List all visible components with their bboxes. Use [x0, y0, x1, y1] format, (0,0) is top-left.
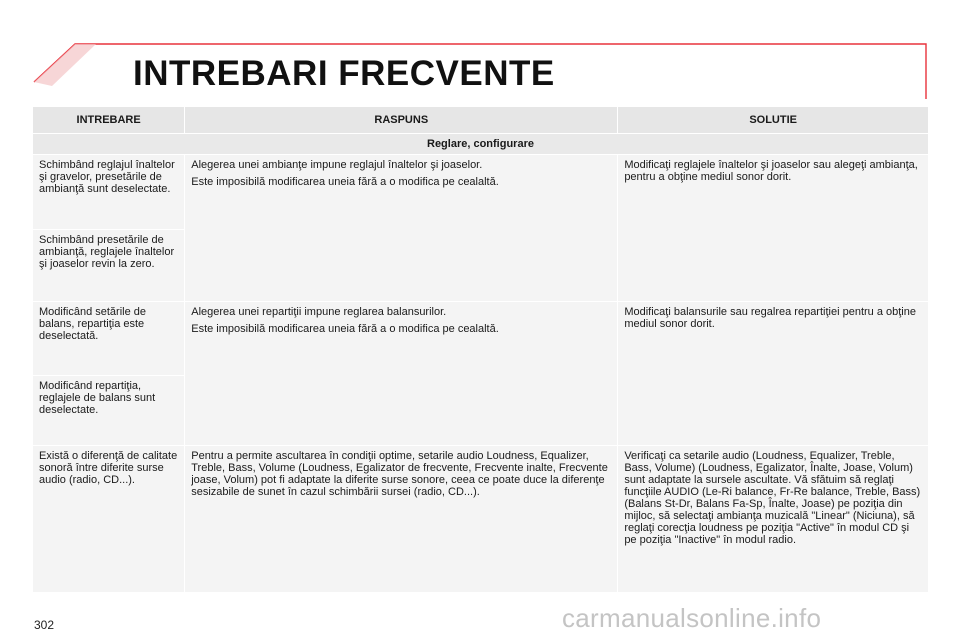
table-row — [33, 155, 929, 230]
solution-cell: Verificaţi ca setarile audio (Loudness, Equalizer, Treble, Bass, Volume) (Loudness, Egalizator, Înalte, Joase, Volum) sunt adaptate la sursele ascultate. Vă sfătuim să reglaţi funcţiile AUDIO (Le-Ri balance, Fr-Re balance, Treble, Bass) (Balans St-Dr, Balans Fa-Sp, Înalte, Joase) pe poziţia din mijloc, să selectaţi ambianţa muzicală "Linear" (Niciuna), să reglaţi corecţia loudness pe poziţia "Active" în modul CD şi pe poziţia "Inactive" în modul radio. — [618, 446, 929, 593]
solution-cell: Modificaţi reglajele înaltelor şi joaselor sau alegeţi ambianţa, pentru a obţine mediul sonor dorit. — [618, 155, 929, 302]
answer-text: Este imposibilă modificarea uneia fără a o modifica pe cealaltă. — [191, 176, 499, 188]
faq-table-container — [32, 106, 929, 593]
faq-table — [32, 106, 929, 593]
section-row — [33, 134, 929, 155]
question-cell: Schimbând reglajul înaltelor şi gravelor, presetările de ambianţă sunt deselectate. — [33, 155, 185, 230]
section-title: Reglare, configurare — [33, 134, 929, 155]
page-number: 302 — [34, 618, 55, 632]
page-title: INTREBARI FRECVENTE — [133, 54, 555, 93]
solution-cell: Modificaţi balansurile sau regalrea repartiţiei pentru a obţine mediul sonor dorit. — [618, 302, 929, 446]
header-question: INTREBARE — [33, 107, 185, 134]
header-answer: RASPUNS — [185, 107, 618, 134]
answer-text: Alegerea unei ambianţe impune reglajul înaltelor şi joaselor. — [191, 159, 483, 171]
header-solution: SOLUTIE — [618, 107, 929, 134]
answer-cell — [185, 446, 618, 593]
table-row — [33, 302, 929, 376]
answer-text: Este imposibilă modificarea uneia fără a o modifica pe cealaltă. — [191, 323, 499, 335]
answer-text: Pentru a permite ascultarea în condiţii optime, setarile audio Loudness, Equalizer, Treble, Bass, Volume (Loudness, Egalizator de frecvente, Frecvente inalte, Frecvente joase, Volum) pot fi adaptate la diferite surse sonore, ceea ce poate duce la diferenţe sesizabile de sunet în cazul schimbării sursei (radio, CD...). — [191, 450, 608, 498]
table-header-row — [33, 107, 929, 134]
question-cell: Schimbând presetările de ambianţă, reglajele înaltelor şi joaselor revin la zero. — [33, 230, 185, 302]
answer-cell — [185, 155, 618, 302]
question-cell: Există o diferenţă de calitate sonoră între diferite surse audio (radio, CD...). — [33, 446, 185, 593]
table-row — [33, 446, 929, 593]
question-cell: Modificând setările de balans, repartiţia este deselectată. — [33, 302, 185, 376]
watermark: carmanualsonline.info — [562, 603, 822, 633]
header-corner-accent — [34, 44, 96, 86]
question-cell: Modificând repartiţia, reglajele de balans sunt deselectate. — [33, 376, 185, 446]
answer-cell — [185, 302, 618, 446]
answer-text: Alegerea unei repartiţii impune reglarea balansurilor. — [191, 306, 447, 318]
